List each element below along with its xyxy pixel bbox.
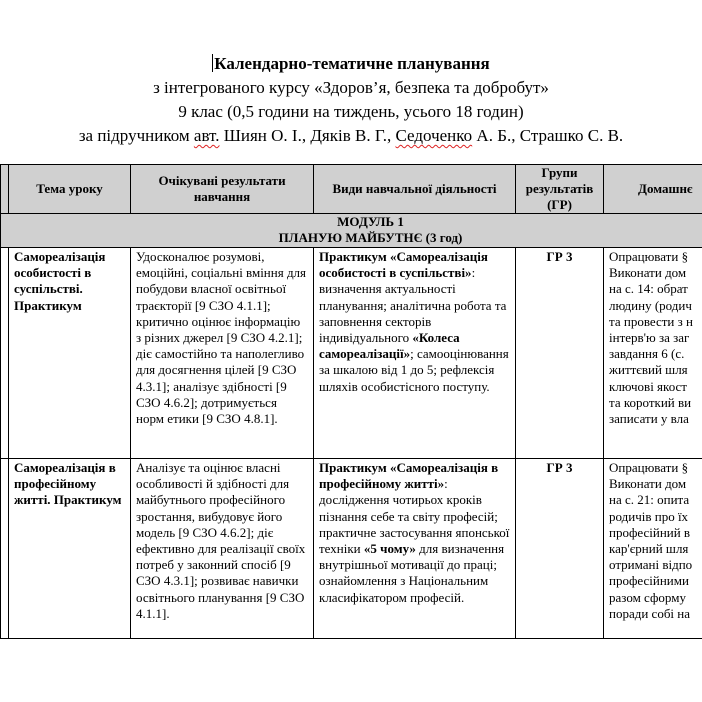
row-number [1,248,9,459]
row-number [1,459,9,639]
planning-table-wrapper [0,164,702,639]
lesson-theme: Самореалізація особистості в суспільстві. Практикум [9,248,131,459]
result-group: ГР 3 [516,459,604,639]
header-results: Очікувані результати навчання [131,165,314,214]
header-homework: Домашнє [604,165,702,214]
module-cell [1,214,702,248]
module-row [1,214,702,248]
homework: Опрацювати § Виконати дом на с. 21: опита родичів про їх професійний в кар'єрний шля отримані відпо професійними разом сформу поради собі на [604,459,702,639]
document-title: Календарно-тематичне планування [214,54,490,73]
lesson-theme: Самореалізація в професійному житті. Практикум [9,459,131,639]
expected-results: Аналізує та оцінює власні особливості й здібності для майбутнього професійного зростання, вибудовує його модель [9 СЗО 4.6.2]; діє ефективно для реалізації своїх потреб у законний спосіб [9 СЗО 4.3.1]; розвиває навички освітнього планування [9 СЗО 4.1.1]. [131,459,314,639]
header-groups: Групи результатів (ГР) [516,165,604,214]
textbook-authors-line: за підручником авт. Шиян О. І., Дяків В. Г., Седоченко А. Б., Страшко С. В. [78,126,624,145]
header-activities: Види навчальної діяльності [314,165,516,214]
module-number: МОДУЛЬ 1 [337,214,404,229]
homework: Опрацювати § Виконати дом на с. 14: обрат людину (родич та провести з н інтерв'ю за заг завдання 6 (с. життєвий шля ключові якост та короткий ви записати у вла [604,248,702,459]
header-number [1,165,9,214]
activities: Практикум «Самореалізація особистості в суспільстві»: визначення актуальності планування; аналітична робота та заповнення секторів індивідуального «Колеса самореалізації»; самооцінювання за шкалою від 1 до 5; рефлексія шляхів особистісного поступу. [314,248,516,459]
table-row [1,459,702,639]
spellcheck-word: авт. [193,126,220,145]
spellcheck-word: Седоченко [395,126,473,145]
header-theme: Тема уроку [9,165,131,214]
document-title-block [0,52,702,148]
module-title: ПЛАНУЮ МАЙБУТНЄ (3 год) [278,229,463,245]
result-group: ГР 3 [516,248,604,459]
table-row [1,248,702,459]
course-line: з інтегрованого курсу «Здоров’я, безпека та добробут» [153,78,549,97]
planning-table [0,164,702,639]
table-header-row [1,165,702,214]
expected-results: Удосконалює розумові, емоційні, соціальні вміння для побудови власної освітньої траєкторії [9 СЗО 4.1.1]; критично оцінює інформацію з різних джерел [9 СЗО 4.2.1]; діє самостійно та наполегливо для досягнення цілей [9 СЗО 4.3.1]; аналізує здібності [9 СЗО 4.6.2]; дотримується норм етики [9 СЗО 4.8.1]. [131,248,314,459]
grade-hours-line: 9 клас (0,5 години на тиждень, усього 18 годин) [178,102,524,121]
activities: Практикум «Самореалізація в професійному житті»: дослідження чотирьох кроків пізнання себе та світу професій; практичне застосування японської техніки «5 чому» для визначення внутрішньої мотивації до праці; ознайомлення з Національним класифікатором професій. [314,459,516,639]
